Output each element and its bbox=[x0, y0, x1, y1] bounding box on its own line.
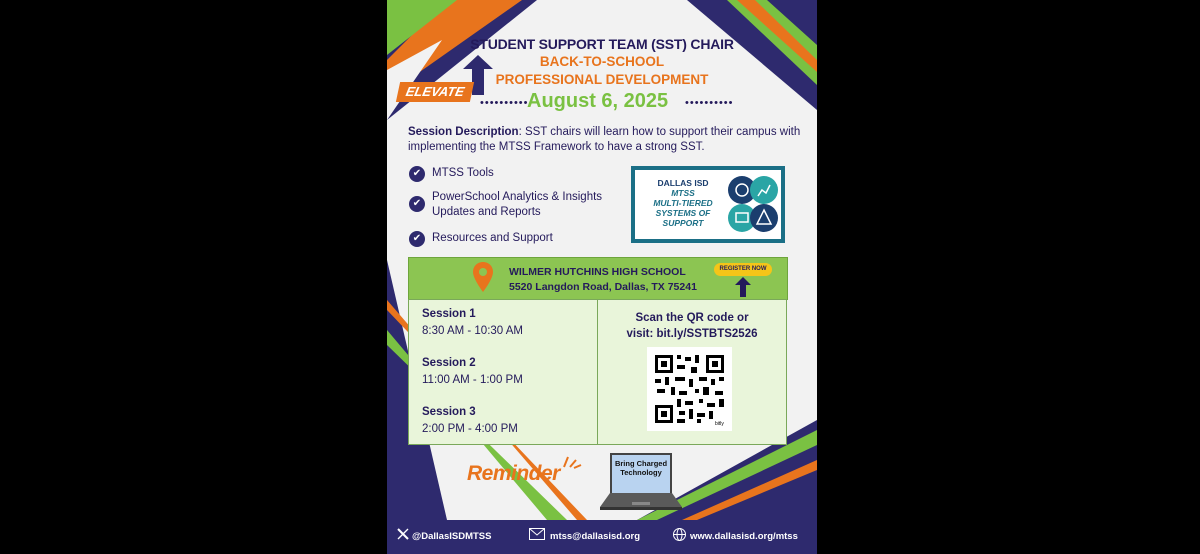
qr-code-icon bbox=[647, 347, 732, 431]
globe-icon bbox=[673, 528, 686, 541]
description-text: : SST chairs will learn how to support their campus with implementing the MTSS Framework to have a strong SST. bbox=[408, 126, 801, 153]
laptop-line-2: Technology bbox=[620, 468, 662, 477]
description-label: Session Description bbox=[408, 126, 519, 138]
reminder-label: Reminder bbox=[467, 462, 560, 485]
bullet-resources: Resources and Support bbox=[432, 232, 553, 244]
event-date: August 6, 2025 bbox=[527, 90, 669, 112]
dots-left: •••••••••• bbox=[480, 97, 529, 109]
flyer bbox=[387, 0, 817, 554]
logo-line-1: DALLAS ISD bbox=[657, 178, 709, 188]
mtss-circles-icon bbox=[727, 174, 779, 236]
checkmark-icon: ✔ bbox=[409, 231, 425, 247]
footer-website[interactable]: www.dallasisd.org/mtss bbox=[690, 531, 798, 542]
elevate-badge: ELEVATE bbox=[396, 82, 474, 102]
qr-code[interactable] bbox=[647, 347, 732, 431]
laptop-keyboard-icon bbox=[600, 493, 682, 511]
session-2-title: Session 2 bbox=[422, 357, 476, 369]
checkmark-icon: ✔ bbox=[409, 196, 425, 212]
session-3-title: Session 3 bbox=[422, 406, 476, 418]
venue-address: 5520 Langdon Road, Dallas, TX 75241 bbox=[509, 281, 697, 293]
dots-right: •••••••••• bbox=[685, 97, 734, 109]
title-line-3: PROFESSIONAL DEVELOPMENT bbox=[495, 72, 709, 87]
logo-line-3: MULTI-TIERED bbox=[653, 198, 713, 208]
email-icon bbox=[529, 528, 545, 540]
scan-line-1: Scan the QR code or bbox=[635, 312, 749, 324]
logo-line-5: SUPPORT bbox=[662, 218, 704, 228]
session-2-time: 11:00 AM - 1:00 PM bbox=[422, 374, 523, 386]
title-line-2: BACK-TO-SCHOOL bbox=[539, 54, 665, 69]
mtss-logo bbox=[631, 166, 785, 243]
sparkle-icon bbox=[562, 455, 582, 469]
laptop-line-1: Bring Charged bbox=[614, 459, 668, 468]
register-now-button[interactable]: REGISTER NOW bbox=[714, 263, 772, 276]
checkmark-icon: ✔ bbox=[409, 166, 425, 182]
scan-line-2: visit: bit.ly/SSTBTS2526 bbox=[626, 328, 758, 340]
bullet-powerschool-line2: Updates and Reports bbox=[432, 206, 541, 218]
arrow-up-icon bbox=[735, 277, 751, 297]
bullet-mtss-tools: MTSS Tools bbox=[432, 167, 494, 179]
session-description bbox=[408, 125, 808, 155]
bullet-powerschool bbox=[432, 190, 602, 220]
session-1-time: 8:30 AM - 10:30 AM bbox=[422, 325, 524, 337]
scan-instructions bbox=[597, 310, 787, 342]
footer-twitter[interactable]: @DallasISDMTSS bbox=[412, 531, 492, 542]
laptop-text bbox=[610, 459, 672, 477]
footer-email[interactable]: mtss@dallasisd.org bbox=[550, 531, 641, 542]
qr-caption: bitly bbox=[715, 421, 724, 427]
venue-name: WILMER HUTCHINS HIGH SCHOOL bbox=[509, 266, 686, 278]
session-3-time: 2:00 PM - 4:00 PM bbox=[422, 423, 518, 435]
logo-line-2: MTSS bbox=[671, 188, 695, 198]
logo-text bbox=[641, 178, 725, 228]
bullet-powerschool-line1: PowerSchool Analytics & Insights bbox=[432, 191, 603, 203]
session-1-title: Session 1 bbox=[422, 308, 476, 320]
title-line-1: STUDENT SUPPORT TEAM (SST) CHAIR bbox=[470, 36, 734, 52]
x-twitter-icon bbox=[397, 528, 409, 540]
logo-line-4: SYSTEMS OF bbox=[655, 208, 711, 218]
location-pin-icon bbox=[473, 262, 493, 292]
